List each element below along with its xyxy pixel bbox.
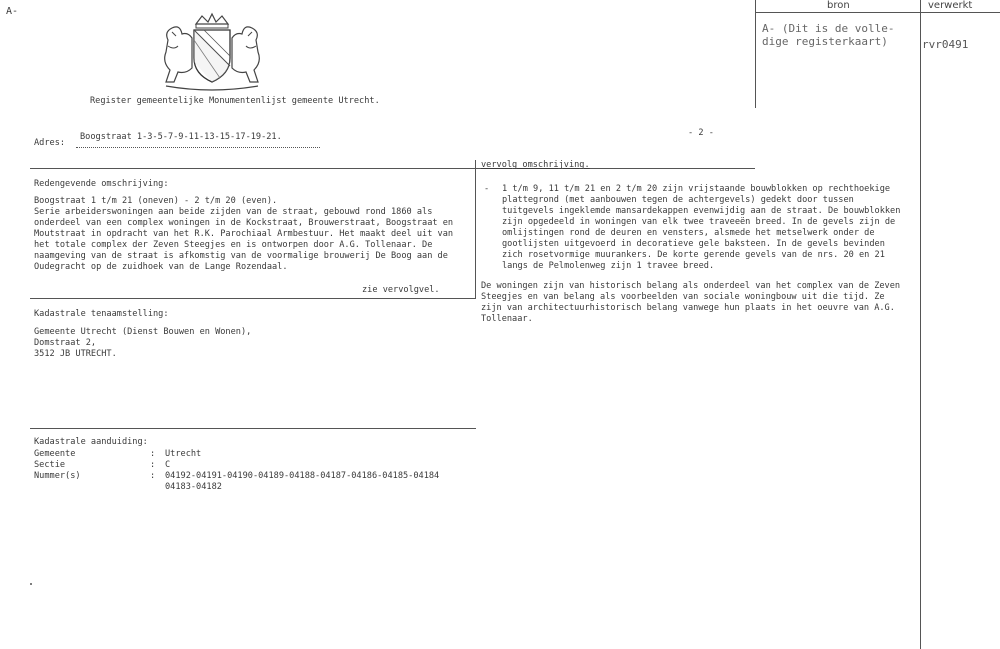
cadastral-numbers-line2: 04183-04182 bbox=[165, 482, 222, 492]
cadastral-sep: : bbox=[150, 449, 156, 459]
section-divider-top bbox=[30, 168, 755, 169]
cadastral-sep: : bbox=[150, 460, 156, 470]
verwerkt-column-border bbox=[920, 0, 921, 649]
cadastral-key: Gemeente bbox=[34, 449, 76, 459]
cadastral-value: 04192-04191-04190-04189-04188-04187-04186-04185-04184 bbox=[165, 471, 440, 481]
utrecht-coat-of-arms-icon bbox=[158, 10, 266, 94]
reasoning-line: naamgeving van de straat is afkomstig van de voormalige brouwerij De Boog aan de bbox=[34, 251, 448, 261]
corner-mark: A- bbox=[6, 6, 19, 17]
verwerkt-value: rvr0491 bbox=[922, 38, 969, 51]
reasoning-line: Oudegracht op de zuidhoek van de Lange Rozendaal. bbox=[34, 262, 288, 272]
continuation-line: Tollenaar. bbox=[481, 314, 533, 324]
cadastral-sep: : bbox=[150, 471, 156, 481]
continuation-bullet: - bbox=[484, 184, 490, 194]
continuation-line: tuitgevels ingeklemde mansardekappen evenwijdig aan de straat. De bouwblokken bbox=[502, 206, 901, 216]
cadastral-value: C bbox=[165, 460, 171, 470]
reasoning-line: Boogstraat 1 t/m 21 (oneven) - 2 t/m 20 (even). bbox=[34, 196, 278, 206]
register-title: Register gemeentelijke Monumentenlijst gemeente Utrecht. bbox=[90, 96, 380, 106]
continuation-line: zijn van architectuurhistorisch belang vanwege hun plaats in het oeuvre van A.G. bbox=[481, 303, 895, 313]
reasoning-line: Serie arbeiderswoningen aan beide zijden van de straat, gebouwd rond 1860 als bbox=[34, 207, 433, 217]
reasoning-label: Redengevende omschrijving: bbox=[34, 179, 169, 189]
owner-line: Gemeente Utrecht (Dienst Bouwen en Wonen), bbox=[34, 327, 252, 337]
continuation-line: De woningen zijn van historisch belang als onderdeel van het complex van de Zeven bbox=[481, 281, 901, 291]
reasoning-line: onderdeel van een complex woningen in de Kockstraat, Brouwerstraat, Boogstraat en bbox=[34, 218, 454, 228]
continuation-line: langs de Pelmolenweg zijn 1 travee breed. bbox=[502, 261, 715, 271]
bron-note-line1: A- (Dit is de volle- bbox=[762, 22, 895, 35]
bron-box-left-border bbox=[755, 0, 756, 108]
column-divider bbox=[475, 160, 476, 298]
page-number: - 2 - bbox=[688, 128, 714, 138]
cadastral-key: Nummer(s) bbox=[34, 471, 81, 481]
bron-note-line2: dige registerkaart) bbox=[762, 35, 888, 48]
section-divider-reasoning bbox=[30, 298, 476, 299]
see-continuation-note: zie vervolgvel. bbox=[362, 285, 440, 295]
section-divider-cadastral bbox=[30, 428, 476, 429]
continuation-line: omlijstingen rond de deuren en vensters, alsmede het metselwerk onder de bbox=[502, 228, 875, 238]
continuation-line: Steegjes en van belang als voorbeelden van sociale woningbouw uit die tijd. Ze bbox=[481, 292, 885, 302]
continuation-line: gootlijsten uitgevoerd in decoratieve gele baksteen. In de gevels bevinden bbox=[502, 239, 885, 249]
address-value: Boogstraat 1-3-5-7-9-11-13-15-17-19-21. bbox=[80, 132, 282, 142]
stray-mark bbox=[30, 583, 32, 585]
owner-line: 3512 JB UTRECHT. bbox=[34, 349, 117, 359]
bron-label: bron bbox=[827, 0, 850, 11]
address-dotted-line bbox=[76, 147, 320, 148]
reasoning-line: Moutstraat in opdracht van het R.K. Parochiaal Armbestuur. Het maakt deel uit van bbox=[34, 229, 454, 239]
continuation-line: zijn opgedeeld in woningen van elk twee traveeën breed. In de gevels zijn de bbox=[502, 217, 896, 227]
cadastral-value: Utrecht bbox=[165, 449, 202, 459]
header-row-divider bbox=[755, 12, 1000, 13]
cadastral-label: Kadastrale aanduiding: bbox=[34, 437, 148, 447]
reasoning-line: het totale complex der Zeven Steegjes en is ontworpen door A.G. Tollenaar. De bbox=[34, 240, 433, 250]
cadastral-key: Sectie bbox=[34, 460, 66, 470]
continuation-label: vervolg omschrijving. bbox=[481, 160, 590, 170]
continuation-line: 1 t/m 9, 11 t/m 21 en 2 t/m 20 zijn vrijstaande bouwblokken op rechthoekige bbox=[502, 184, 891, 194]
continuation-line: zich rosetvormige muurankers. De korte gerende gevels van de nrs. 20 en 21 bbox=[502, 250, 885, 260]
continuation-line: plattegrond (met aanbouwen tegen de achtergevels) gedekt door tussen bbox=[502, 195, 854, 205]
verwerkt-label: verwerkt bbox=[928, 0, 973, 11]
owner-line: Domstraat 2, bbox=[34, 338, 97, 348]
address-label: Adres: bbox=[34, 138, 66, 148]
owner-label: Kadastrale tenaamstelling: bbox=[34, 309, 169, 319]
